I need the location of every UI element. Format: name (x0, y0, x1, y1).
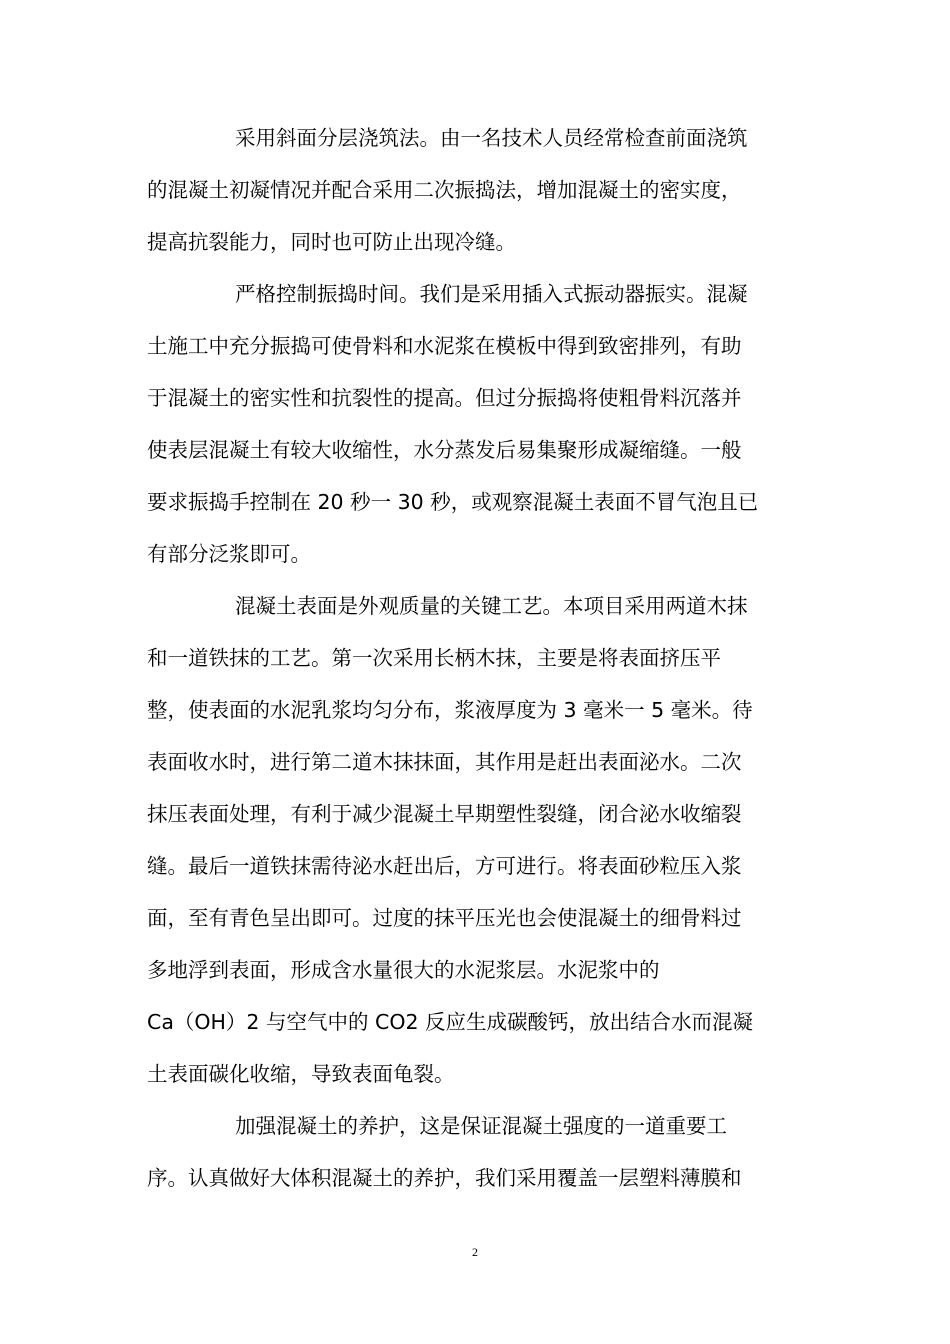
paragraph-2 (147, 268, 807, 580)
text-line: 抹压表面处理，有利于减少混凝土早期塑性裂缝，闭合泌水收缩裂 (147, 802, 742, 826)
text-line: 土施工中充分振捣可使骨料和水泥浆在模板中得到致密排列，有助 (147, 334, 742, 358)
body-text (147, 112, 807, 1204)
text-line: 要求振捣手控制在 20 秒一 30 秒，或观察混凝土表面不冒气泡且已 (147, 490, 759, 514)
text-line: 有部分泛浆即可。 (147, 542, 311, 566)
text-line: 多地浮到表面，形成含水量很大的水泥浆层。水泥浆中的 (147, 958, 660, 982)
paragraph-1 (147, 112, 807, 268)
text-line: 土表面碳化收缩，导致表面龟裂。 (147, 1062, 455, 1086)
text-line: Ca（OH）2 与空气中的 CO2 反应生成碳酸钙，放出结合水而混凝 (147, 1010, 754, 1034)
text-line: 使表层混凝土有较大收缩性，水分蒸发后易集聚形成凝缩缝。一般 (147, 438, 742, 462)
page-number: 2 (472, 1245, 478, 1259)
text-line: 整，使表面的水泥乳浆均匀分布，浆液厚度为 3 毫米一 5 毫米。待 (147, 698, 753, 722)
text-line: 序。认真做好大体积混凝土的养护，我们采用覆盖一层塑料薄膜和 (147, 1166, 742, 1190)
text-line: 面，至有青色呈出即可。过度的抹平压光也会使混凝土的细骨料过 (147, 906, 742, 930)
paragraph-4 (147, 1100, 807, 1204)
text-line: 严格控制振捣时间。我们是采用插入式振动器振实。混凝 (235, 282, 748, 306)
text-line: 缝。最后一道铁抹需待泌水赶出后，方可进行。将表面砂粒压入浆 (147, 854, 742, 878)
text-line: 和一道铁抹的工艺。第一次采用长柄木抹，主要是将表面挤压平 (147, 646, 721, 670)
text-line: 混凝土表面是外观质量的关键工艺。本项目采用两道木抹 (235, 594, 748, 618)
text-line: 表面收水时，进行第二道木抹抹面，其作用是赶出表面泌水。二次 (147, 750, 742, 774)
text-line: 提高抗裂能力，同时也可防止出现冷缝。 (147, 230, 516, 254)
text-line: 于混凝土的密实性和抗裂性的提高。但过分振捣将使粗骨料沉落并 (147, 386, 742, 410)
text-line: 的混凝土初凝情况并配合采用二次振捣法，增加混凝土的密实度， (147, 178, 742, 202)
text-line: 采用斜面分层浇筑法。由一名技术人员经常检查前面浇筑 (235, 126, 748, 150)
paragraph-3 (147, 580, 807, 1100)
text-line: 加强混凝土的养护，这是保证混凝土强度的一道重要工 (235, 1114, 727, 1138)
